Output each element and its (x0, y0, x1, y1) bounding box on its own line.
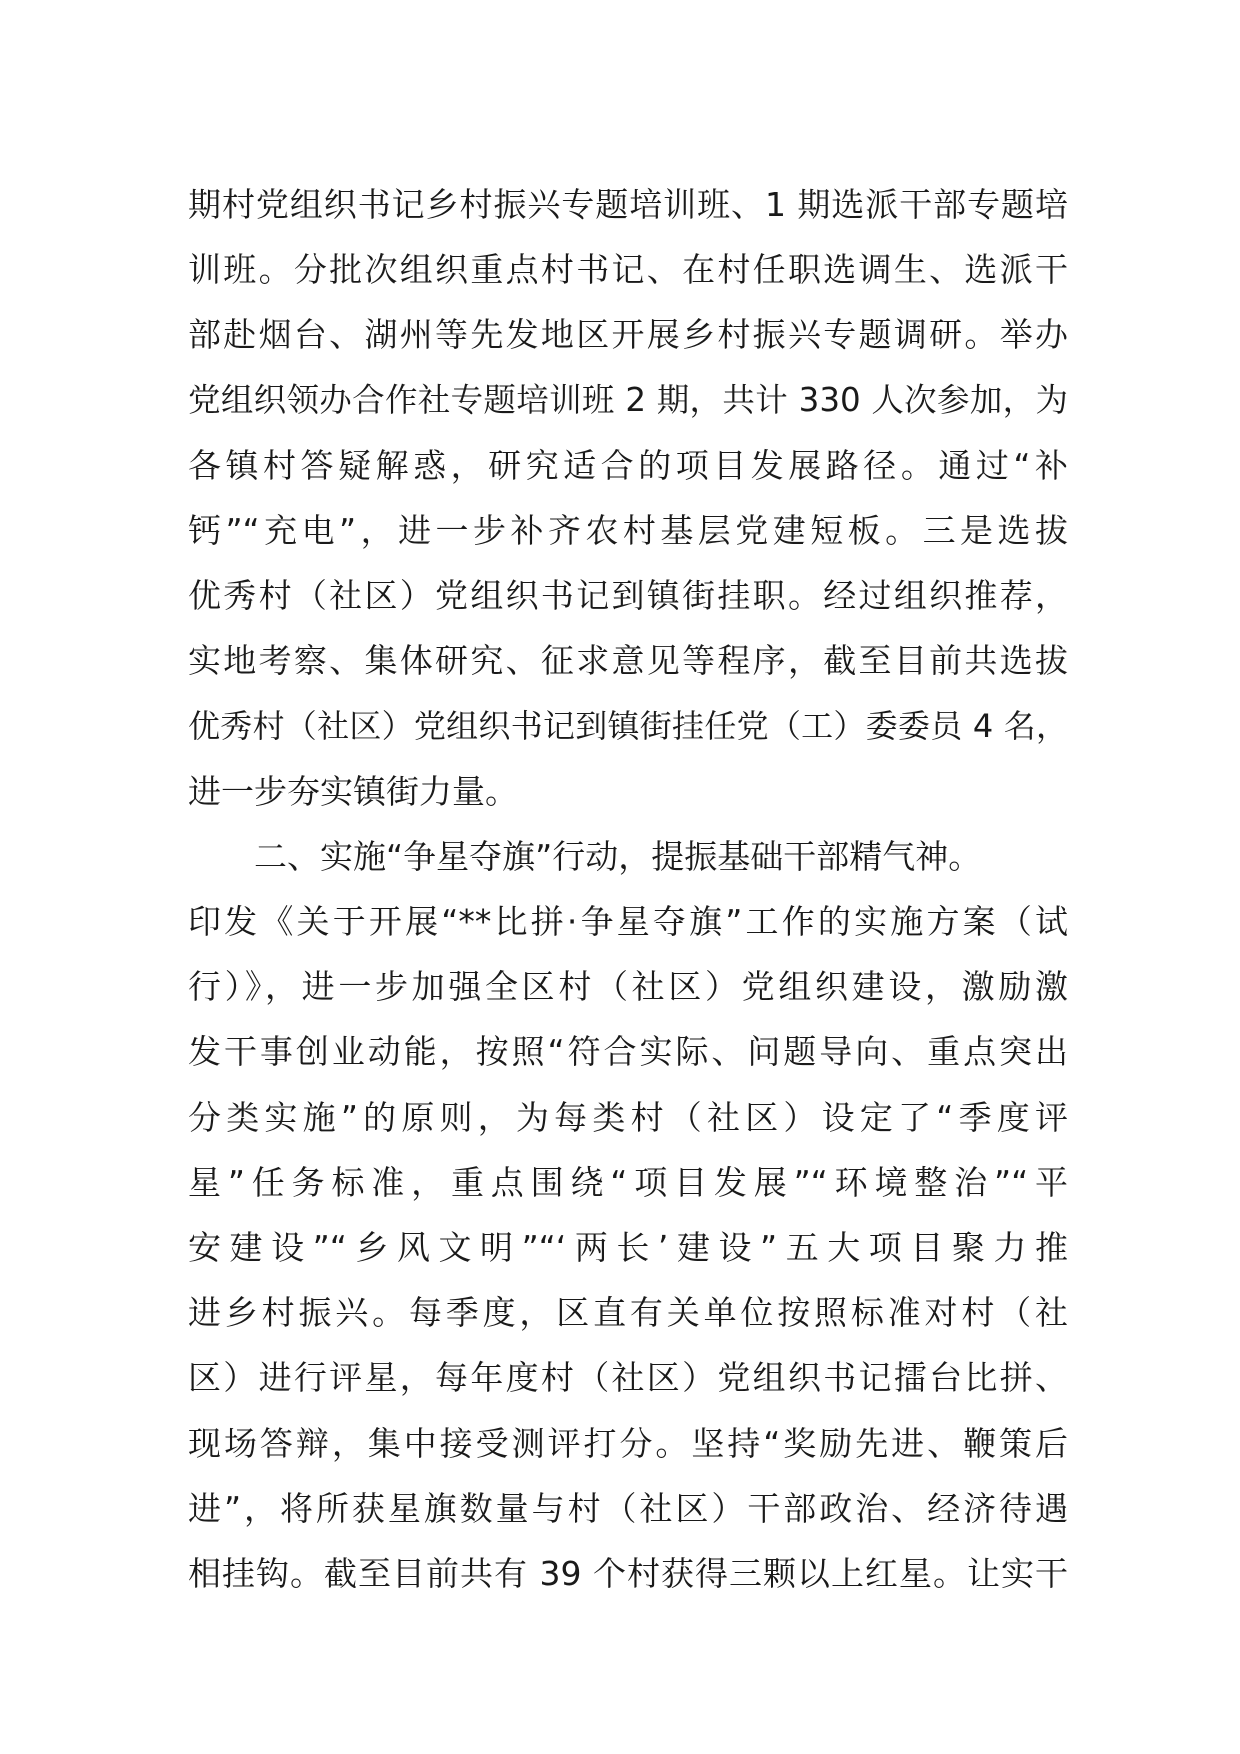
paragraph-line: 安建设”“乡风文明”“‘两长’建设”五大项目聚力推 (188, 1228, 1068, 1267)
paragraph-line: 党组织领办合作社专题培训班 2 期，共计 330 人次参加，为 (188, 380, 1068, 419)
paragraph-line: 区）进行评星，每年度村（社区）党组织书记擂台比拼、 (188, 1358, 1068, 1398)
paragraph-line: 相挂钩。截至目前共有 39 个村获得三颗以上红星。让实干 (188, 1553, 1068, 1593)
paragraph-line: 发干事创业动能，按照“符合实际、问题导向、重点突出 (188, 1032, 1068, 1072)
paragraph-line: 行）》，进一步加强全区村（社区）党组织建设，激励激 (188, 967, 1068, 1007)
document-body (188, 172, 1068, 1606)
paragraph-line: 印发《关于开展“**比拼·争星夺旗”工作的实施方案（试 (188, 902, 1068, 942)
paragraph-line: 实地考察、集体研究、征求意见等程序，截至目前共选拔 (188, 641, 1068, 681)
paragraph-line: 部赴烟台、湖州等先发地区开展乡村振兴专题调研。举办 (188, 315, 1068, 355)
paragraph-line: 现场答辩，集中接受测评打分。坚持“奖励先进、鞭策后 (188, 1423, 1068, 1463)
paragraph-line: 进一步夯实镇街力量。 (188, 771, 518, 811)
paragraph-line: 进”，将所获星旗数量与村（社区）干部政治、经济待遇 (188, 1488, 1068, 1528)
paragraph-line: 优秀村（社区）党组织书记到镇街挂任党（工）委委员 4 名， (188, 706, 1068, 745)
paragraph-line: 训班。分批次组织重点村书记、在村任职选调生、选派干 (188, 250, 1068, 290)
paragraph-line: 进乡村振兴。每季度，区直有关单位按照标准对村（社 (188, 1293, 1068, 1333)
paragraph-line: 钙”“充电”，进一步补齐农村基层党建短板。三是选拔 (188, 510, 1068, 550)
paragraph-line: 优秀村（社区）党组织书记到镇街挂职。经过组织推荐， (188, 576, 1068, 616)
paragraph-line: 星”任务标准，重点围绕“项目发展”“环境整治”“平 (188, 1162, 1068, 1202)
paragraph-line: 各镇村答疑解惑，研究适合的项目发展路径。通过“补 (188, 445, 1068, 485)
paragraph-line: 期村党组织书记乡村振兴专题培训班、1 期选派干部专题培 (188, 185, 1068, 224)
section-heading-line: 二、实施“争星夺旗”行动，提振基础干部精气神。 (254, 836, 982, 876)
paragraph-line: 分类实施”的原则，为每类村（社区）设定了“季度评 (188, 1097, 1068, 1137)
